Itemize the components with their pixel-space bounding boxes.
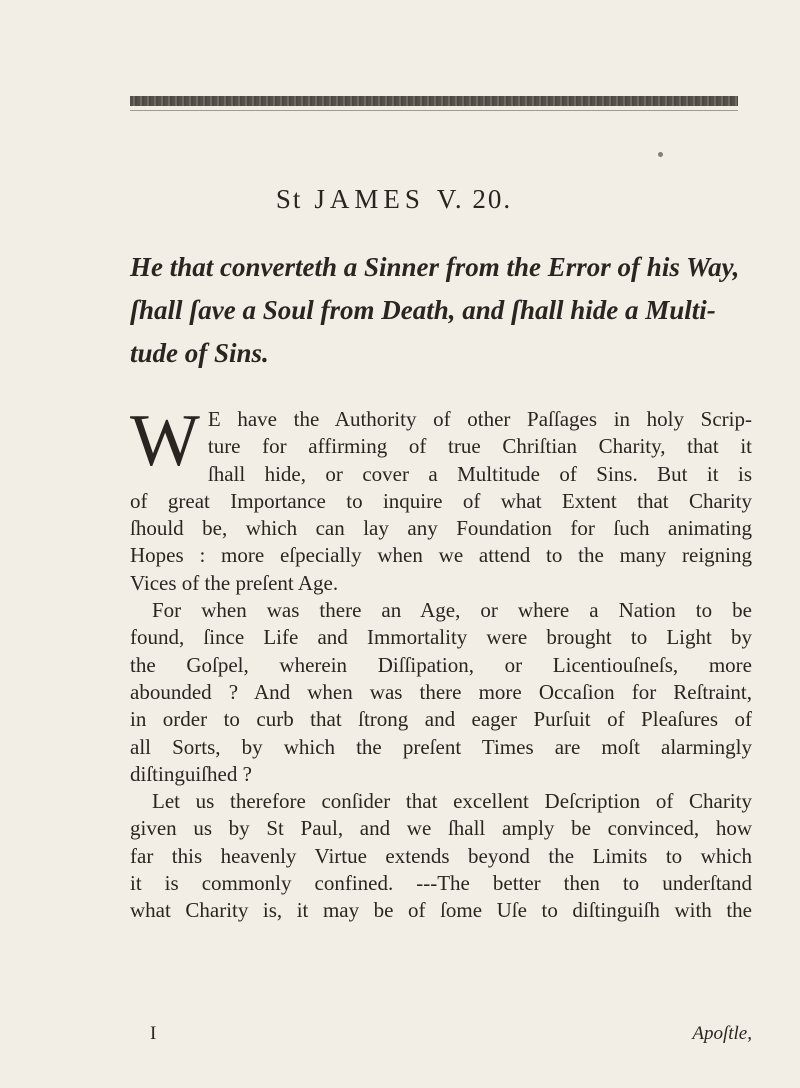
text-line: of great Importance to inquire of what Extent that Charity [130,488,752,513]
text-line: Let us therefore conſider that excellent Deſcription of Charity [152,789,752,814]
body-text [130,400,752,925]
text-line: ſhall hide, or cover a Multitude of Sins. But it is [207,461,752,486]
signature-mark: I [150,1023,157,1044]
text-line: given us by St Paul, and we ſhall amply be convinced, how [130,816,752,841]
text-line: all Sorts, by which the preſent Times are moſt alarmingly [130,734,752,759]
text-line: Vices of the preſent Age. [130,570,339,595]
drop-cap: W [130,400,200,482]
text-line: the Goſpel, wherein Diſſipation, or Licentiouſneſs, more [130,652,752,677]
text-line: ſhould be, which can lay any Foundation for ſuch animating [130,516,752,541]
text-line: far this heavenly Virtue extends beyond the Limits to which [130,843,752,868]
epigraph-verse [130,246,750,375]
text-line: in order to curb that ſtrong and eager Purſuit of Pleaſures of [130,707,752,732]
verse-line: He that converteth a Sinner from the Error of his Way, [130,252,740,282]
speck [658,152,663,157]
heading-name: JAMES [314,184,425,214]
header-rule [130,110,738,111]
text-line: E have the Authority of other Paſſages in holy Scrip- [207,407,752,431]
text-line: diſtinguiſhed ? [130,761,252,786]
text-line: ture for affirming of true Chriſtian Charity, that it [207,434,752,459]
page-footer [130,1023,752,1045]
text-line: what Charity is, it may be of ſome Uſe to diſtinguiſh with the [130,898,752,923]
heading-ref: V. 20. [436,184,513,214]
text-line: Hopes : more eſpecially when we attend to the many reigning [130,543,752,568]
catchword: Apoſtle, [692,1023,752,1044]
chapter-heading [0,184,800,215]
heading-prefix: St [275,184,303,214]
text-line: it is commonly confined. ---The better then to underſtand [130,871,752,896]
text-line: abounded ? And when was there more Occaſion for Reſtraint, [130,679,752,704]
verse-line: tude of Sins. [130,338,269,368]
verse-line: ſhall ſave a Soul from Death, and ſhall hide a Multi- [130,295,716,325]
text-line: found, ſince Life and Immortality were brought to Light by [130,625,752,650]
header-ornament [130,96,738,106]
text-line: For when was there an Age, or where a Nation to be [152,598,752,623]
